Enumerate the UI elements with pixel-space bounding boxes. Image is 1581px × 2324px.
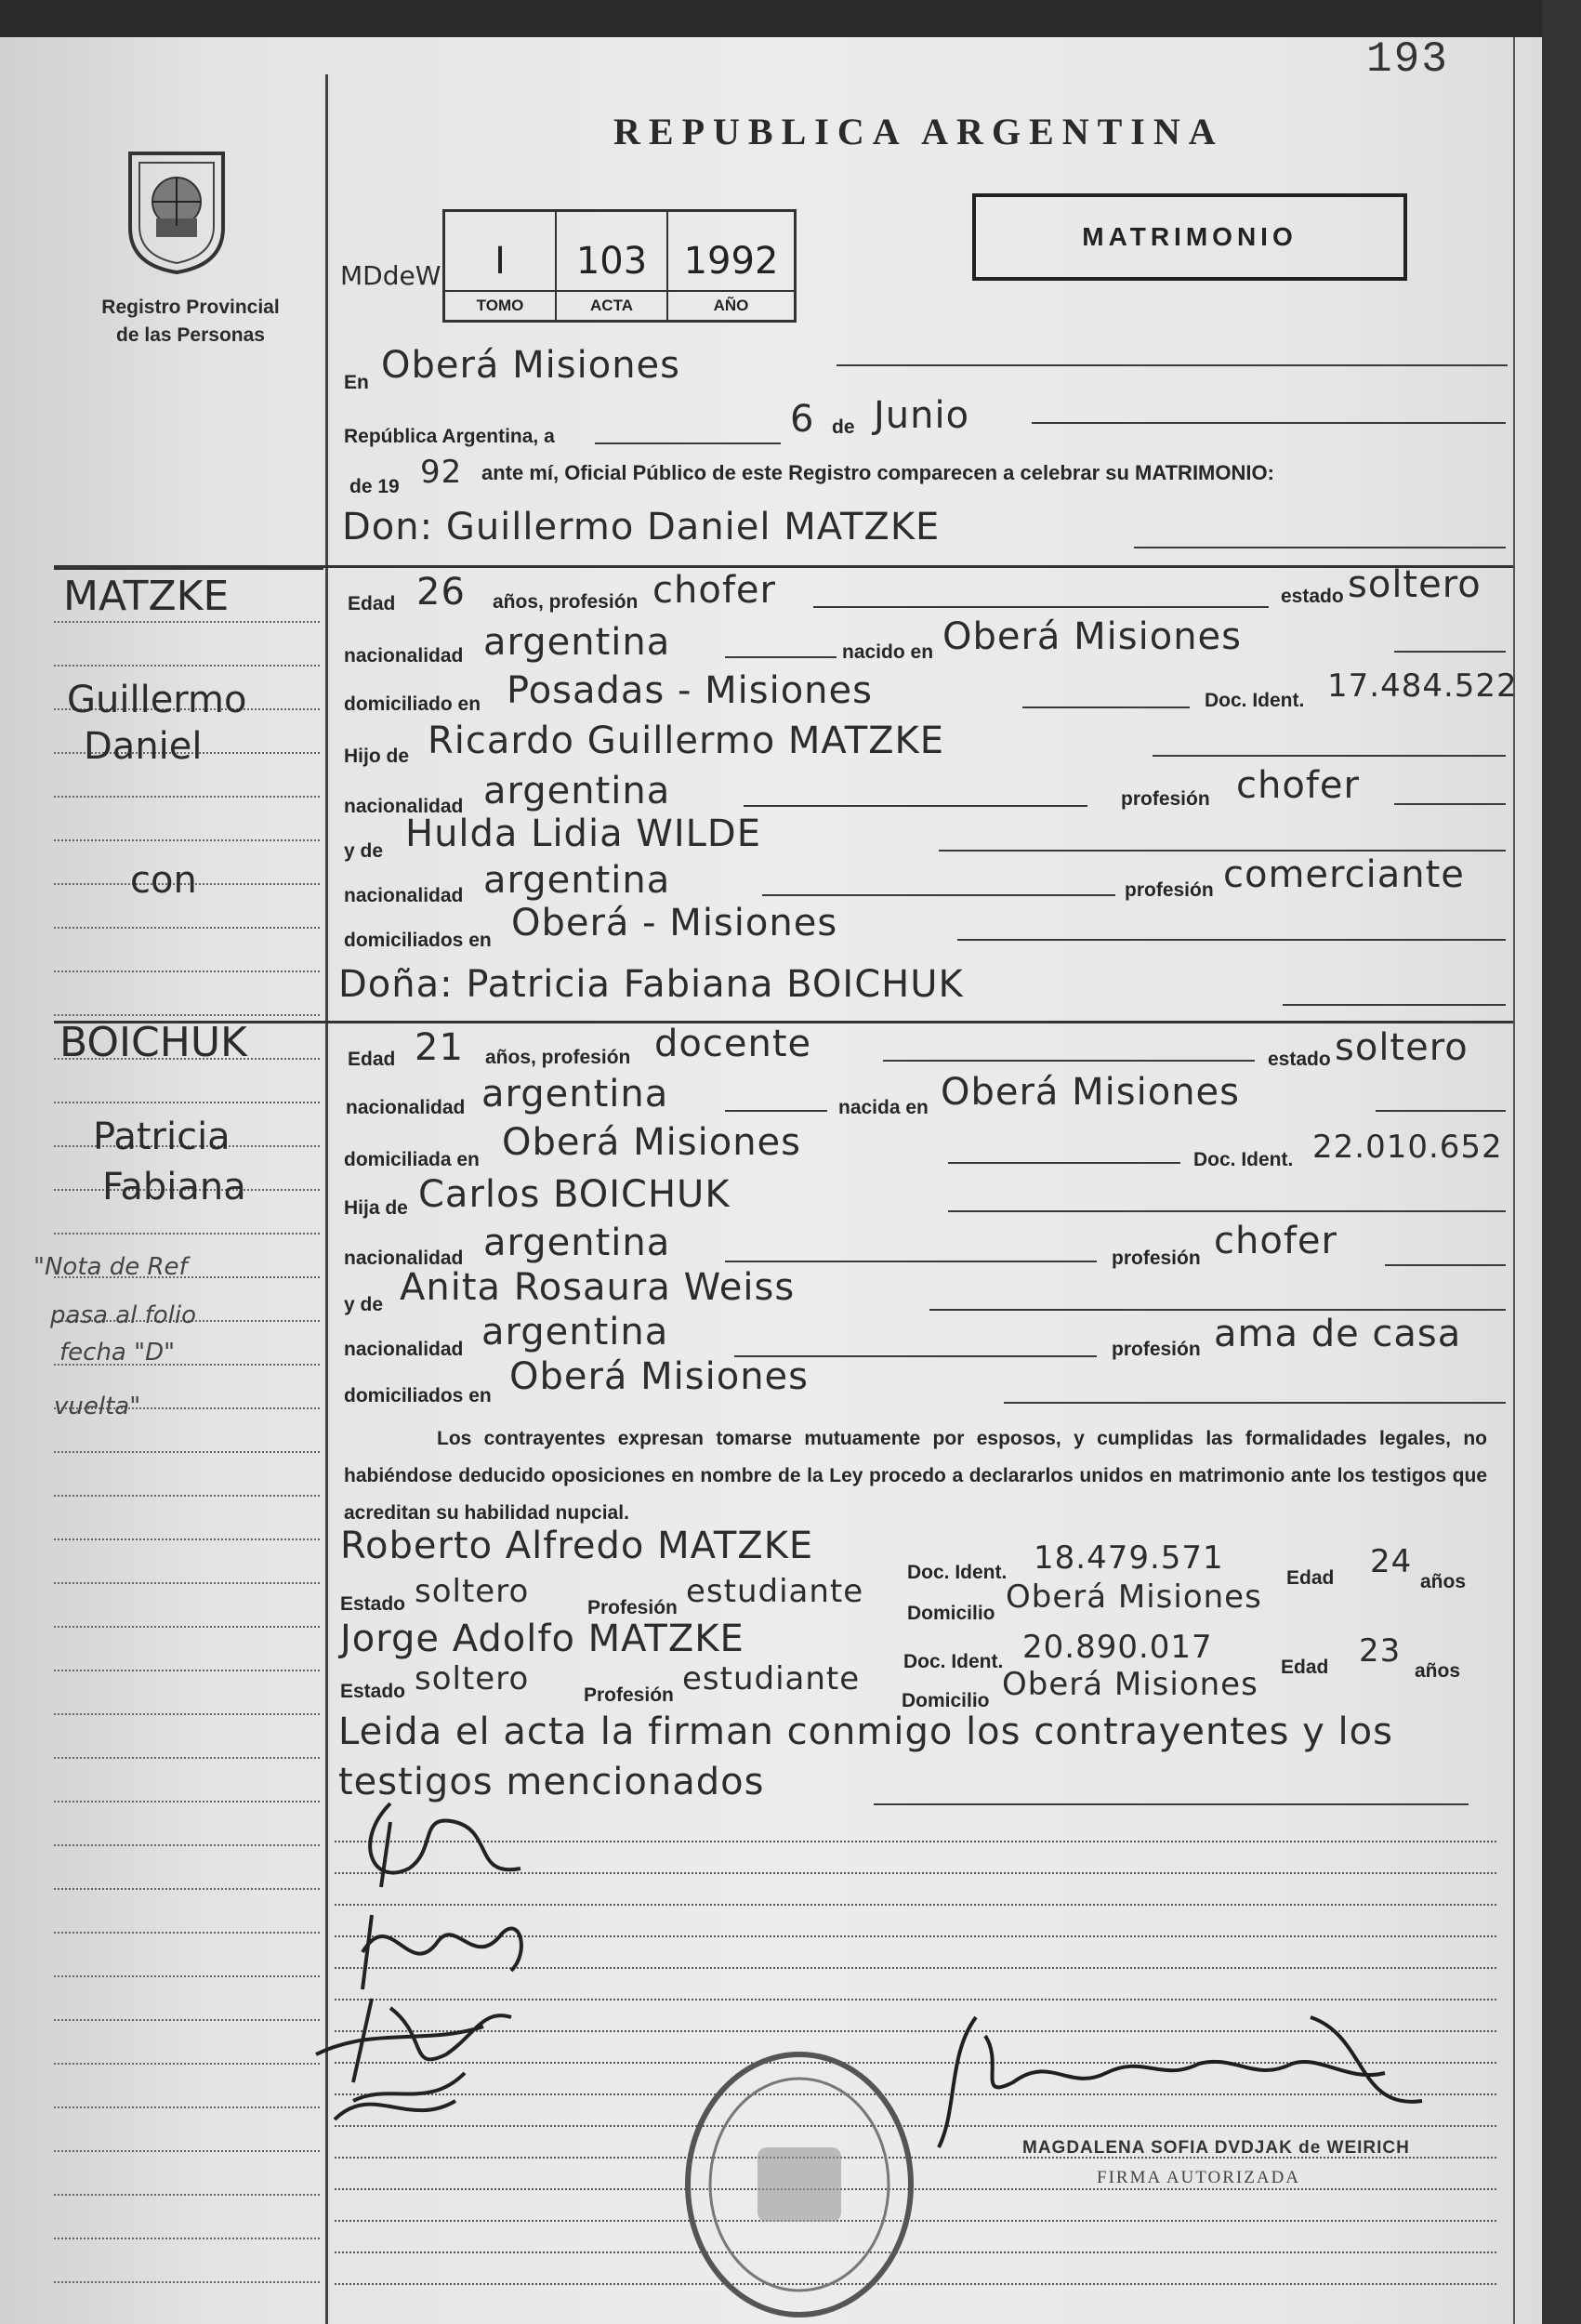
ano-cell [668, 212, 794, 320]
year-prefix: de 19 [349, 476, 400, 497]
y-de-label: y de [344, 840, 384, 862]
fill-line [1394, 803, 1506, 805]
margin-rule [54, 1713, 320, 1715]
bride-doc: 22.010.652 [1312, 1129, 1503, 1166]
groom-domicile: Posadas - Misiones [507, 669, 873, 712]
y-de-label: y de [344, 1294, 384, 1315]
bride-mother-prof: ama de casa [1214, 1313, 1462, 1355]
acta-value: 103 [575, 240, 648, 283]
fill-line [948, 1210, 1506, 1212]
fill-line [874, 1803, 1469, 1805]
fill-line [957, 939, 1506, 941]
record-table [442, 209, 797, 323]
hijo-label: Hijo de [344, 746, 410, 767]
fill-line [1385, 1264, 1506, 1266]
signature-3 [297, 1971, 539, 2138]
bride-profession: docente [654, 1023, 812, 1065]
estado-label: estado [1281, 586, 1344, 607]
nacionalidad-label: nacionalidad [344, 1248, 464, 1269]
anos-label: años [1415, 1660, 1461, 1682]
fill-line [1283, 1004, 1506, 1006]
profesion-label: profesión [1112, 1339, 1201, 1360]
bride-status: soltero [1335, 1026, 1469, 1069]
registry-label [74, 294, 307, 350]
witness-2-profession: estudiante [682, 1660, 861, 1697]
doc-label: Doc. Ident. [1205, 690, 1305, 711]
domicilio-label: Domicilio [902, 1690, 990, 1711]
witness-2-age: 23 [1359, 1632, 1402, 1670]
bride-born: Oberá Misiones [941, 1071, 1241, 1114]
margin-rule [54, 1932, 320, 1934]
margin-rule [54, 1844, 320, 1846]
fill-line [813, 606, 1269, 608]
profesion-label: profesión [1112, 1248, 1201, 1269]
margin-rule [54, 2238, 320, 2239]
day-value: 6 [790, 398, 815, 441]
anos-label: años [1420, 1571, 1467, 1592]
doc-label: Doc. Ident. [1193, 1149, 1294, 1170]
profesion-label: Profesión [584, 1684, 674, 1706]
profesion-label: Profesión [587, 1597, 678, 1618]
fill-line [725, 656, 837, 658]
hija-label: Hija de [344, 1197, 408, 1219]
signature-1 [335, 1785, 558, 1906]
fill-line [948, 1162, 1180, 1164]
page-number: 193 [1366, 35, 1449, 84]
groom-nationality: argentina [483, 621, 671, 664]
margin-rule [54, 1102, 320, 1103]
domicilio-label: Domicilio [907, 1603, 995, 1624]
registry-stamp-icon [679, 2045, 920, 2324]
margin-rule [54, 796, 320, 798]
fill-line [929, 1309, 1506, 1311]
bride-heading: Doña: Patricia Fabiana BOICHUK [338, 963, 964, 1006]
anos-prof-label: años, profesión [485, 1047, 631, 1068]
margin-rule [54, 1757, 320, 1759]
witness-1-name: Roberto Alfredo MATZKE [340, 1525, 814, 1567]
en-label: En [344, 372, 369, 393]
witness-1-domicile: Oberá Misiones [1006, 1578, 1262, 1616]
fill-line [837, 364, 1508, 366]
witness-2-doc: 20.890.017 [1022, 1629, 1213, 1666]
groom-parents-domicile: Oberá - Misiones [511, 902, 838, 944]
ano-value: 1992 [683, 240, 779, 283]
margin-groom-surname: MATZKE [63, 573, 230, 620]
witness-2-status: soltero [415, 1660, 530, 1697]
fill-line [1376, 1110, 1506, 1112]
fill-line [1394, 651, 1506, 653]
edad-label: Edad [348, 593, 396, 614]
bride-nationality: argentina [481, 1073, 669, 1116]
bride-parents-domicile: Oberá Misiones [509, 1355, 810, 1398]
fill-line [1022, 706, 1190, 708]
nacionalidad-label: nacionalidad [344, 796, 464, 817]
fill-line [725, 1261, 1097, 1262]
margin-rule [54, 1626, 320, 1628]
margin-bride-surname: BOICHUK [59, 1019, 247, 1066]
record-prefix: MDdeW [340, 260, 441, 291]
nacionalidad-label: nacionalidad [344, 645, 464, 667]
margin-rule [54, 2150, 320, 2152]
domiciliados-label: domiciliados en [344, 1385, 492, 1406]
fill-line [939, 850, 1506, 852]
edad-label: Edad [348, 1049, 396, 1070]
fill-line [1004, 1402, 1506, 1404]
margin-bride-second: Fabiana [102, 1166, 246, 1208]
tomo-cell [445, 212, 557, 320]
profesion-label: profesión [1121, 788, 1210, 810]
edad-label: Edad [1281, 1657, 1329, 1678]
margin-groom-first: Guillermo [67, 679, 247, 721]
margin-rule [54, 1975, 320, 1977]
document-type-box: MATRIMONIO [972, 193, 1407, 281]
rep-label: República Argentina, a [344, 426, 555, 447]
groom-doc: 17.484.522 [1327, 667, 1518, 705]
margin-note-1: "Nota de Ref [33, 1253, 188, 1281]
closing-line-2: testigos mencionados [338, 1761, 765, 1803]
bride-mother: Anita Rosaura Weiss [400, 1266, 796, 1309]
groom-heading: Don: Guillermo Daniel MATZKE [342, 506, 941, 548]
margin-rule [54, 621, 320, 623]
witness-1-status: soltero [415, 1573, 530, 1610]
bride-domicile: Oberá Misiones [502, 1121, 802, 1164]
closing-line-1: Leida el acta la firman conmigo los contrayentes y los [338, 1710, 1393, 1753]
official-name: MAGDALENA SOFIA DVDJAK de WEIRICH [1022, 2138, 1410, 2158]
fill-line [725, 1110, 827, 1112]
estado-label: Estado [340, 1681, 406, 1702]
nacida-label: nacida en [838, 1097, 929, 1118]
official-title: FIRMA AUTORIZADA [1097, 2168, 1301, 2187]
profesion-label: profesión [1125, 879, 1214, 901]
groom-status: soltero [1348, 563, 1482, 606]
margin-con: con [130, 859, 197, 902]
domiciliada-label: domiciliada en [344, 1149, 480, 1170]
place-value: Oberá Misiones [381, 344, 681, 387]
fill-line [1134, 547, 1506, 548]
anos-prof-label: años, profesión [493, 591, 639, 613]
margin-note-4: vuelta" [54, 1393, 141, 1420]
margin-rule [54, 2194, 320, 2196]
margin-rule [54, 2063, 320, 2065]
margin-rule [54, 665, 320, 667]
margin-note-2: pasa al folio [50, 1301, 197, 1329]
estado-label: Estado [340, 1593, 406, 1615]
nacionalidad-label: nacionalidad [344, 1339, 464, 1360]
estado-label: estado [1268, 1049, 1331, 1070]
fill-line [883, 1060, 1255, 1062]
fill-line [1153, 755, 1506, 757]
groom-mother: Hulda Lidia WILDE [405, 812, 761, 855]
margin-rule [54, 1801, 320, 1802]
witness-2-domicile: Oberá Misiones [1002, 1666, 1258, 1703]
registry-line-2: de las Personas [116, 324, 265, 346]
month-value: Junio [874, 394, 970, 437]
groom-father-prof: chofer [1236, 764, 1360, 807]
provincial-seal-icon [121, 144, 232, 274]
de-label: de [832, 416, 855, 438]
groom-age: 26 [416, 571, 466, 614]
groom-born: Oberá Misiones [942, 615, 1243, 658]
fill-line [762, 894, 1115, 896]
margin-bride-first: Patricia [93, 1116, 231, 1158]
margin-separator [54, 567, 323, 570]
margin-rule [54, 1495, 320, 1497]
margin-rule [54, 1582, 320, 1584]
doc-label: Doc. Ident. [903, 1651, 1004, 1672]
witness-1-profession: estudiante [686, 1573, 864, 1610]
groom-mother-nat: argentina [483, 859, 671, 902]
margin-rule [54, 839, 320, 841]
nacido-label: nacido en [842, 641, 934, 663]
witness-1-doc: 18.479.571 [1034, 1539, 1224, 1577]
official-signature [920, 1999, 1441, 2157]
groom-father-nat: argentina [483, 770, 671, 812]
country-header: REPUBLICA ARGENTINA [613, 111, 1224, 152]
tomo-label: TOMO [445, 290, 555, 320]
bride-mother-nat: argentina [481, 1311, 669, 1353]
intro-text: ante mí, Oficial Público de este Registro comparecen a celebrar su MATRIMONIO: [481, 461, 1274, 484]
bride-age: 21 [415, 1026, 464, 1069]
fill-line [1032, 422, 1506, 424]
nacionalidad-label: nacionalidad [344, 885, 464, 906]
margin-rule [54, 1670, 320, 1671]
domiciliado-label: domiciliado en [344, 693, 481, 715]
margin-rule [54, 927, 320, 929]
margin-rule [54, 1888, 320, 1890]
bride-father: Carlos BOICHUK [418, 1173, 731, 1216]
acta-label: ACTA [557, 290, 666, 320]
margin-rule [54, 2019, 320, 2021]
scan-right-border [1542, 0, 1581, 2324]
witness-2-name: Jorge Adolfo MATZKE [340, 1618, 744, 1660]
declaration-text: Los contrayentes expresan tomarse mutuamente por esposos, y cumplidas las formalidades legales, no habiéndose deducido oposiciones en nombre de la Ley procedo a declararlos unidos en matrimonio ante los testigos que acreditan su habilidad nupcial. [344, 1428, 1487, 1524]
edad-label: Edad [1286, 1567, 1335, 1589]
groom-mother-prof: comerciante [1223, 853, 1465, 896]
margin-rule [54, 971, 320, 972]
margin-rule [54, 2106, 320, 2108]
domiciliados-label: domiciliados en [344, 930, 492, 951]
margin-note-3: fecha "D" [59, 1339, 176, 1367]
margin-rule [54, 1014, 320, 1016]
margin-rule [54, 1451, 320, 1453]
bride-father-prof: chofer [1214, 1220, 1337, 1262]
margin-rule [54, 2281, 320, 2283]
tomo-value: I [494, 240, 506, 283]
year-suffix: 92 [420, 454, 463, 491]
witness-1-age: 24 [1370, 1543, 1413, 1580]
groom-profession: chofer [652, 569, 776, 612]
fill-line [744, 805, 1087, 807]
margin-groom-second: Daniel [84, 725, 203, 768]
fill-line [595, 442, 781, 444]
nacionalidad-label: nacionalidad [346, 1097, 466, 1118]
right-margin-line [1513, 37, 1515, 2324]
margin-rule [54, 1233, 320, 1235]
doc-label: Doc. Ident. [907, 1562, 1008, 1583]
ano-label: AÑO [668, 290, 794, 320]
acta-cell [557, 212, 668, 320]
registry-line-1: Registro Provincial [101, 297, 280, 318]
groom-father: Ricardo Guillermo MATZKE [428, 720, 945, 762]
bride-father-nat: argentina [483, 1221, 671, 1264]
margin-rule [54, 1538, 320, 1540]
